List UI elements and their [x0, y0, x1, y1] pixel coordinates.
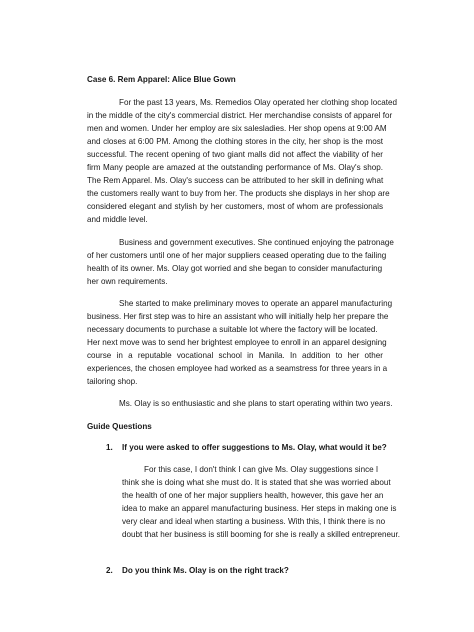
- paragraph-line: course in a reputable vocational school in Manila. In addition to her other: [87, 351, 383, 360]
- answer-line: idea to make an apparel manufacturing business. Her steps in making one is: [122, 504, 397, 513]
- paragraph-line: the customers really want to buy from her. The products she displays in her shop are: [87, 189, 390, 198]
- paragraph-line: tailoring shop.: [87, 377, 138, 386]
- paragraph-line: and middle level.: [87, 215, 148, 224]
- paragraph-line: Ms. Olay is so enthusiastic and she plans to start operating within two years.: [119, 399, 393, 408]
- answer-line: very clear and ideal when starting a business. With this, I think there is no: [122, 517, 386, 526]
- question-text: If you were asked to offer suggestions to Ms. Olay, what would it be?: [122, 443, 387, 452]
- paragraph-line: business. Her first step was to hire an assistant who will initially help her prepare the: [87, 312, 389, 321]
- paragraph-line: successful. The recent opening of two giant malls did not affect the viability of her: [87, 150, 383, 159]
- paragraph-line: For the past 13 years, Ms. Remedios Olay operated her clothing shop located: [119, 98, 398, 107]
- question-text: Do you think Ms. Olay is on the right track?: [122, 566, 289, 575]
- question-number: 1.: [106, 443, 113, 452]
- answer-line: doubt that her business is still booming for she is really a skilled entrepreneur.: [122, 530, 401, 539]
- question-number: 2.: [106, 566, 113, 575]
- paragraph-line: in the middle of the city's commercial district. Her merchandise consists of apparel for: [87, 111, 393, 120]
- paragraph-line: of her customers until one of her major suppliers ceased operating due to the failing: [87, 251, 387, 260]
- paragraph-line: considered elegant and stylish by her customers, most of whom are professionals: [87, 202, 383, 211]
- paragraph-line: necessary documents to purchase a suitable lot where the factory will be located.: [87, 325, 378, 334]
- answer-line: think she is doing what she must do. It is stated that she was worried about: [122, 478, 391, 487]
- answer-line: For this case, I don't think I can give Ms. Olay suggestions since I: [144, 465, 379, 474]
- answer-line: the health of one of her major suppliers health, however, this gave her an: [122, 491, 384, 500]
- paragraph-line: Business and government executives. She continued enjoying the patronage: [119, 238, 394, 247]
- paragraph-line: experiences, the chosen employee had worked as a seamstress for three years in a: [87, 364, 388, 373]
- paragraph-line: men and women. Under her employ are six salesladies. Her shop opens at 9:00 AM: [87, 124, 387, 133]
- paragraph-line: and closes at 6:00 PM. Among the clothing stores in the city, her shop is the most: [87, 137, 383, 146]
- paragraph-line: her own requirements.: [87, 277, 168, 286]
- guide-questions-heading: Guide Questions: [87, 422, 152, 431]
- case-title: Case 6. Rem Apparel: Alice Blue Gown: [87, 75, 236, 84]
- paragraph-line: Her next move was to send her brightest employee to enroll in an apparel designing: [87, 338, 387, 347]
- paragraph-line: She started to make preliminary moves to operate an apparel manufacturing: [119, 299, 393, 308]
- paragraph-line: health of its owner. Ms. Olay got worried and she began to consider manufacturing: [87, 264, 383, 273]
- paragraph-line: firm Many people are amazed at the outstanding performance of Ms. Olay's shop.: [87, 163, 383, 172]
- paragraph-line: The Rem Apparel. Ms. Olay's success can be attributed to her skill in defining what: [87, 176, 384, 185]
